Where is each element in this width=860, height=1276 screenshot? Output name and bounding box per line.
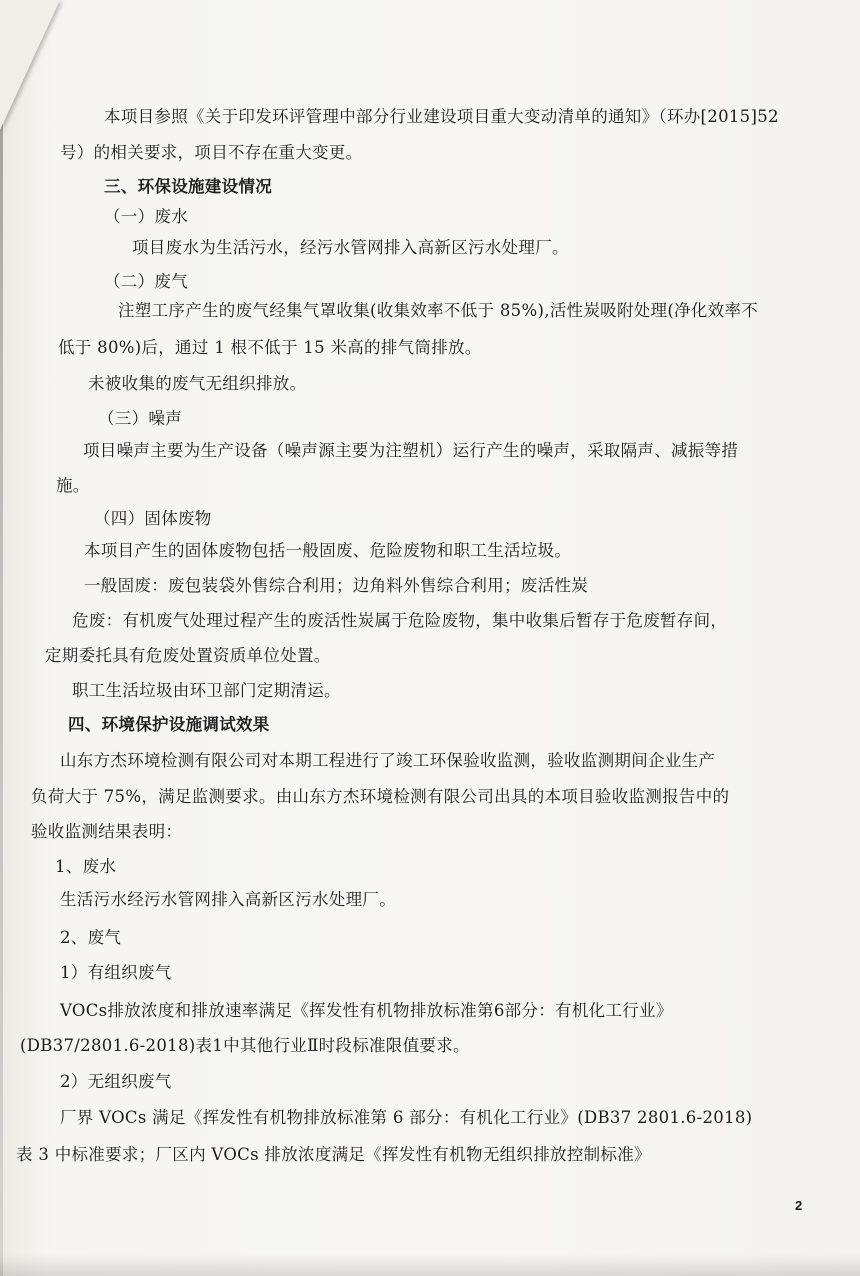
paragraph-line: 负荷大于 75%，满足监测要求。由山东方杰环境检测有限公司出具的本项目验收监测报告中的	[31, 787, 730, 806]
paragraph-line: 本项目参照《关于印发环评管理中部分行业建设项目重大变动清单的通知》（环办[2015]52	[104, 107, 779, 126]
paragraph-line: 职工生活垃圾由环卫部门定期清运。	[72, 681, 341, 700]
paragraph-line: 施。	[56, 476, 90, 495]
page-edge-shadow	[0, 0, 3, 1276]
paragraph-line: 项目噪声主要为生产设备（噪声源主要为注塑机）运行产生的噪声，采取隔声、减振等措	[83, 441, 739, 460]
paragraph-line: 定期委托具有危废处置资质单位处置。	[45, 646, 331, 665]
paragraph-line: (DB37/2801.6-2018)表1中其他行业Ⅱ时段标准限值要求。	[20, 1036, 470, 1055]
paragraph-line: 验收监测结果表明：	[31, 822, 183, 841]
subsection-heading: 2、废气	[60, 928, 122, 947]
subsection-heading: （四）固体废物	[94, 509, 212, 528]
paragraph-line: 未被收集的废气无组织排放。	[88, 374, 307, 393]
paragraph-line: 表 3 中标准要求；厂区内 VOCs 排放浓度满足《挥发性有机物无组织排放控制标准》	[16, 1145, 651, 1164]
paragraph-line: 本项目产生的固体废物包括一般固废、危险废物和职工生活垃圾。	[84, 541, 572, 560]
page-number: 2	[795, 1198, 803, 1213]
subsection-heading: （一）废水	[104, 207, 188, 226]
subsection-heading: 1）有组织废气	[60, 963, 172, 982]
paragraph-line: 低于 80%)后，通过 1 根不低于 15 米高的排气筒排放。	[58, 338, 482, 357]
paragraph-line: 项目废水为生活污水，经污水管网排入高新区污水处理厂。	[132, 238, 569, 257]
paragraph-line: 厂界 VOCs 满足《挥发性有机物排放标准第 6 部分：有机化工行业》(DB37 2801.6-2018)	[60, 1108, 753, 1127]
subsection-heading: （三）噪声	[98, 409, 182, 428]
subsection-heading: （二）废气	[104, 272, 188, 291]
paragraph-line: 注塑工序产生的废气经集气罩收集(收集效率不低于 85%),活性炭吸附处理(净化效率不	[118, 301, 759, 320]
paragraph-line: 生活污水经污水管网排入高新区污水处理厂。	[60, 890, 396, 909]
paragraph-line: 一般固废：废包装袋外售综合利用；边角料外售综合利用；废活性炭	[84, 576, 588, 595]
section-heading: 四、环境保护设施调试效果	[68, 715, 270, 734]
paragraph-line: 山东方杰环境检测有限公司对本期工程进行了竣工环保验收监测，验收监测期间企业生产	[60, 751, 716, 770]
subsection-heading: 2）无组织废气	[60, 1072, 172, 1091]
paragraph-line: 危废：有机废气处理过程产生的废活性炭属于危险废物，集中收集后暂存于危废暂存间，	[72, 611, 728, 630]
paragraph-line: VOCs排放浓度和排放速率满足《挥发性有机物排放标准第6部分：有机化工行业》	[60, 1001, 673, 1020]
bottom-shadow	[0, 1254, 860, 1276]
section-heading: 三、环保设施建设情况	[104, 177, 272, 196]
folded-corner	[0, 0, 60, 130]
paragraph-line: 号）的相关要求，项目不存在重大变更。	[60, 143, 363, 162]
subsection-heading: 1、废水	[55, 857, 117, 876]
